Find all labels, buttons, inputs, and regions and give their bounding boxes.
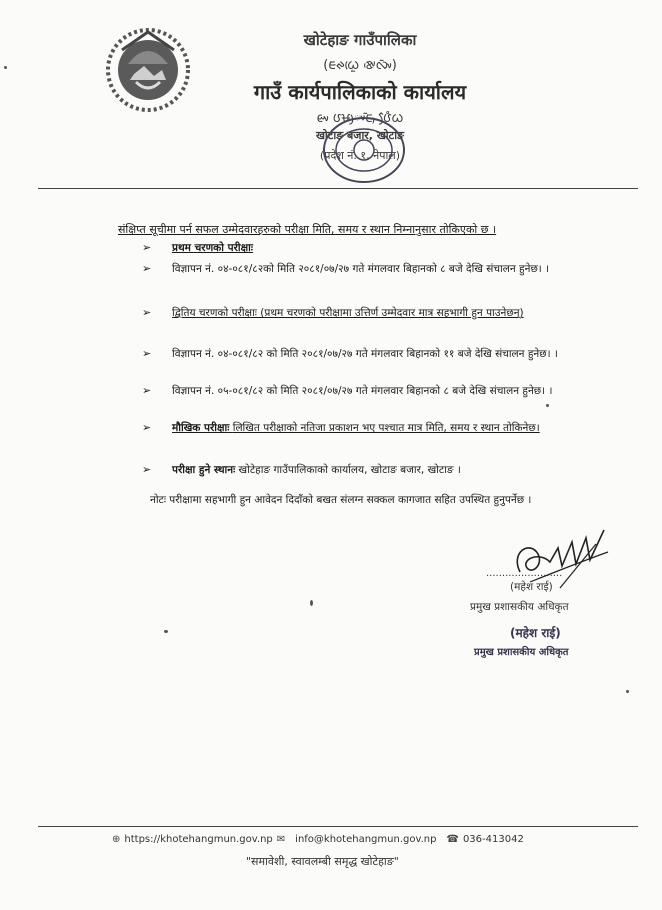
list-item	[142, 259, 622, 299]
arrow-bullet-icon: ➢	[142, 347, 152, 360]
item-text: द्वितिय चरणको परीक्षाः (प्रथम चरणको परीक्षामा उत्तिर्ण उम्मेदवार मात्र सहभागी हुन पाउनेछन्)	[172, 307, 524, 319]
stamp-name: (महेश राई)	[510, 626, 561, 640]
envelope-icon: ✉	[276, 834, 286, 845]
footer-phone: 036-413042	[462, 834, 524, 845]
scan-speck	[4, 66, 7, 69]
arrow-bullet-icon: ➢	[142, 384, 152, 397]
letterhead-divider	[38, 188, 638, 189]
item-body: लिखित परीक्षाको नतिजा प्रकाशन भए पश्चात मात्र मिति, समय र स्थान तोकिनेछ।	[232, 422, 540, 434]
footer-contacts	[112, 834, 524, 845]
office-address: खोटाङ बजार, खोटाङ	[315, 129, 405, 142]
arrow-bullet-icon: ➢	[142, 421, 152, 434]
footer-slogan: "समावेशी, स्वावलम्बी समृद्ध खोटेहाङ"	[246, 855, 399, 868]
arrow-bullet-icon: ➢	[142, 463, 152, 476]
globe-icon: ⊕	[112, 834, 121, 845]
office-title: गाउँ कार्यपालिकाको कार्यालय	[253, 80, 467, 104]
scan-speck	[310, 600, 313, 606]
note-paragraph: नोटः परीक्षामा सहभागी हुन आवेदन दिदाँको बखत संलग्न सक्कल कागजात सहित उपस्थित हुनुपर्नेछ ।	[150, 494, 532, 506]
list-item	[142, 238, 622, 258]
item-text: प्रथम चरणको परीक्षाः	[172, 242, 253, 254]
list-item	[142, 460, 622, 480]
list-item	[142, 303, 622, 343]
municipality-name-script: (ᰀᰊᰃᰨᰬ ᰣᰤᰵᰜᰤᰶ)	[323, 58, 397, 73]
arrow-bullet-icon: ➢	[142, 241, 152, 254]
item-text: विज्ञापन नं. ०५-०८१/८२ को मिति २०८१/०७/२७ गते मंगलवार बिहानको ८ बजे देखि संचालन हुनेछ। ।	[172, 385, 553, 397]
office-seal-icon	[318, 112, 410, 188]
signature-line: ........................	[486, 568, 563, 579]
phone-icon: ☎	[446, 834, 459, 845]
scan-speck	[164, 630, 168, 633]
item-text: विज्ञापन नं. ०४-०८१/८२ को मिति २०८१/०७/२७ गते मंगलवार बिहानको ११ बजे देखि संचालन हुनेछ। ।	[172, 348, 558, 360]
item-label: परीक्षा हुने स्थानः	[172, 464, 236, 476]
office-title-script: ᰡᰤ ᰂᰝᰪᰤᰶᰀᰥ ᰂᰧᰱᰃ	[316, 111, 404, 126]
item-body: खोटेहाङ गाउँपालिकाको कार्यालय, खोटाङ बजार, खोटाङ ।	[238, 464, 461, 476]
item-text	[172, 460, 612, 480]
list-item	[142, 344, 622, 384]
footer-divider	[38, 826, 638, 827]
item-label: मौखिक परीक्षाः	[172, 422, 230, 434]
scan-speck	[546, 404, 549, 407]
signatory-name: (महेश राई)	[510, 581, 553, 593]
item-text: विज्ञापन नं. ०४-०८१/८२को मिति २०८१/०७/२७ गते मंगलवार बिहानको ८ बजे देखि संचालन हुनेछ। ।	[172, 263, 550, 275]
list-item	[142, 381, 622, 421]
arrow-bullet-icon: ➢	[142, 262, 152, 275]
intro-sentence: संक्षिप्त सूचीमा पर्न सफल उम्मेदवारहरुको परीक्षा मिति, समय र स्थान निम्नानुसार तोकिएको छ ।	[118, 223, 497, 236]
scan-speck	[626, 690, 629, 693]
signatory-title: प्रमुख प्रशासकीय अधिकृत	[470, 601, 569, 613]
office-province: (प्रदेश नं. १, नेपाल)	[319, 149, 401, 162]
list-item	[142, 418, 622, 458]
footer-email[interactable]: info@khotehangmun.gov.np	[295, 834, 437, 845]
municipality-name: खोटेहाङ गाउँपालिका	[303, 31, 417, 49]
arrow-bullet-icon: ➢	[142, 306, 152, 319]
item-text	[172, 418, 612, 438]
stamp-title: प्रमुख प्रशासकीय अधिकृत	[474, 647, 569, 658]
footer-website[interactable]: https://khotehangmun.gov.np	[124, 834, 273, 845]
